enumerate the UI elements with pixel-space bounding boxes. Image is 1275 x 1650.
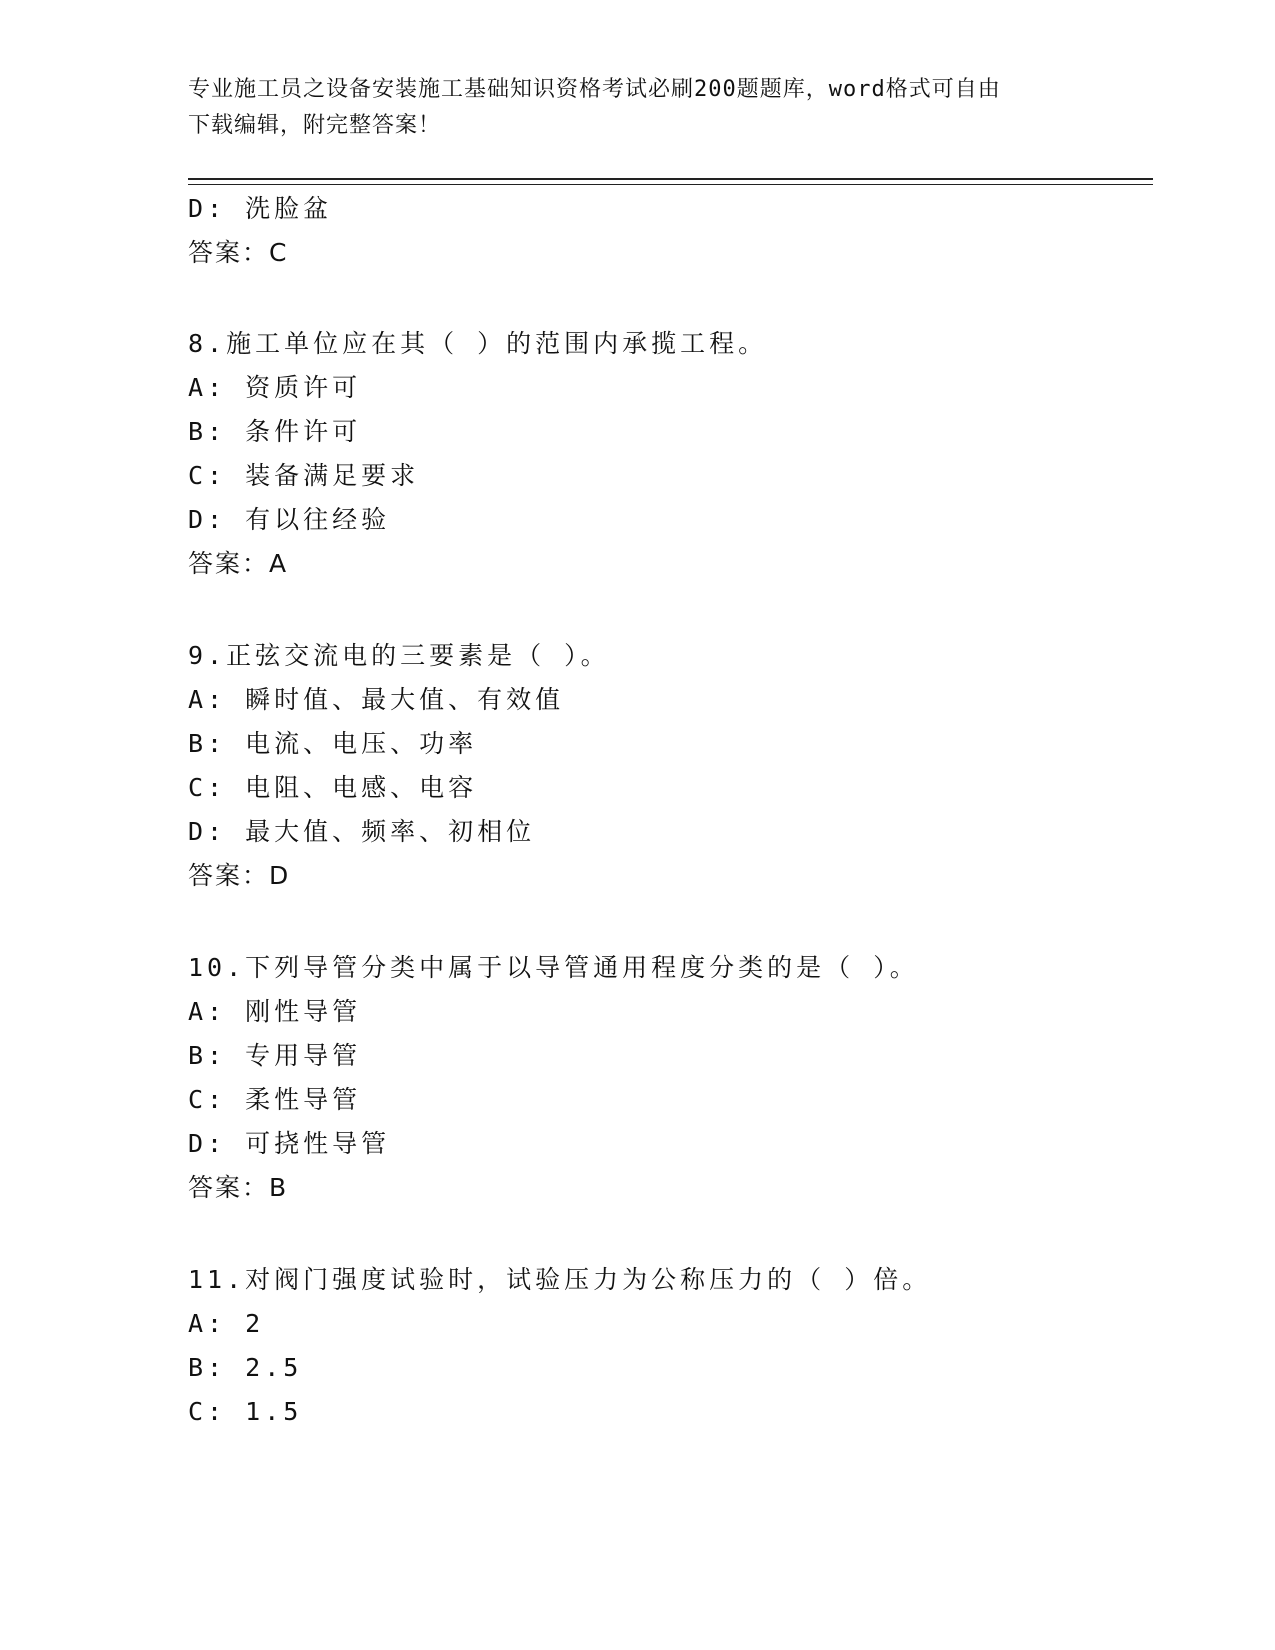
question-9-option-c: C: 电阻、电感、电容 [188, 773, 478, 802]
question-9-answer: 答案：D [188, 861, 291, 890]
question-11-stem: 11.对阀门强度试验时，试验压力为公称压力的（ ）倍。 [188, 1265, 932, 1294]
question-8-stem: 8.施工单位应在其（ ）的范围内承揽工程。 [188, 329, 768, 358]
question-10-option-d: D: 可挠性导管 [188, 1129, 391, 1158]
question-10-answer: 答案：B [188, 1173, 289, 1202]
document-header [188, 72, 1088, 144]
question-11-option-b: B: 2.5 [188, 1353, 303, 1382]
prev-option-d: D: 洗脸盆 [188, 194, 333, 223]
question-9-option-b: B: 电流、电压、功率 [188, 729, 478, 758]
question-9-option-a: A: 瞬时值、最大值、有效值 [188, 685, 565, 714]
question-9-option-d: D: 最大值、频率、初相位 [188, 817, 536, 846]
question-10-option-b: B: 专用导管 [188, 1041, 362, 1070]
question-8-option-b: B: 条件许可 [188, 417, 362, 446]
question-11-option-a: A: 2 [188, 1309, 265, 1338]
question-11-option-c: C: 1.5 [188, 1397, 303, 1426]
header-divider [188, 178, 1153, 180]
question-10-option-c: C: 柔性导管 [188, 1085, 362, 1114]
question-10-stem: 10.下列导管分类中属于以导管通用程度分类的是（ ）。 [188, 953, 919, 982]
header-divider-thin [188, 184, 1153, 185]
question-9-stem: 9.正弦交流电的三要素是（ ）。 [188, 641, 610, 670]
question-8-answer: 答案：A [188, 549, 289, 578]
header-line-1: 专业施工员之设备安装施工基础知识资格考试必刷200题题库，word格式可自由 [188, 77, 1001, 102]
question-8-option-d: D: 有以往经验 [188, 505, 391, 534]
header-line-2: 下载编辑，附完整答案！ [188, 113, 442, 138]
prev-answer: 答案：C [188, 238, 289, 267]
question-8-option-c: C: 装备满足要求 [188, 461, 420, 490]
question-8-option-a: A: 资质许可 [188, 373, 362, 402]
question-10-option-a: A: 刚性导管 [188, 997, 362, 1026]
